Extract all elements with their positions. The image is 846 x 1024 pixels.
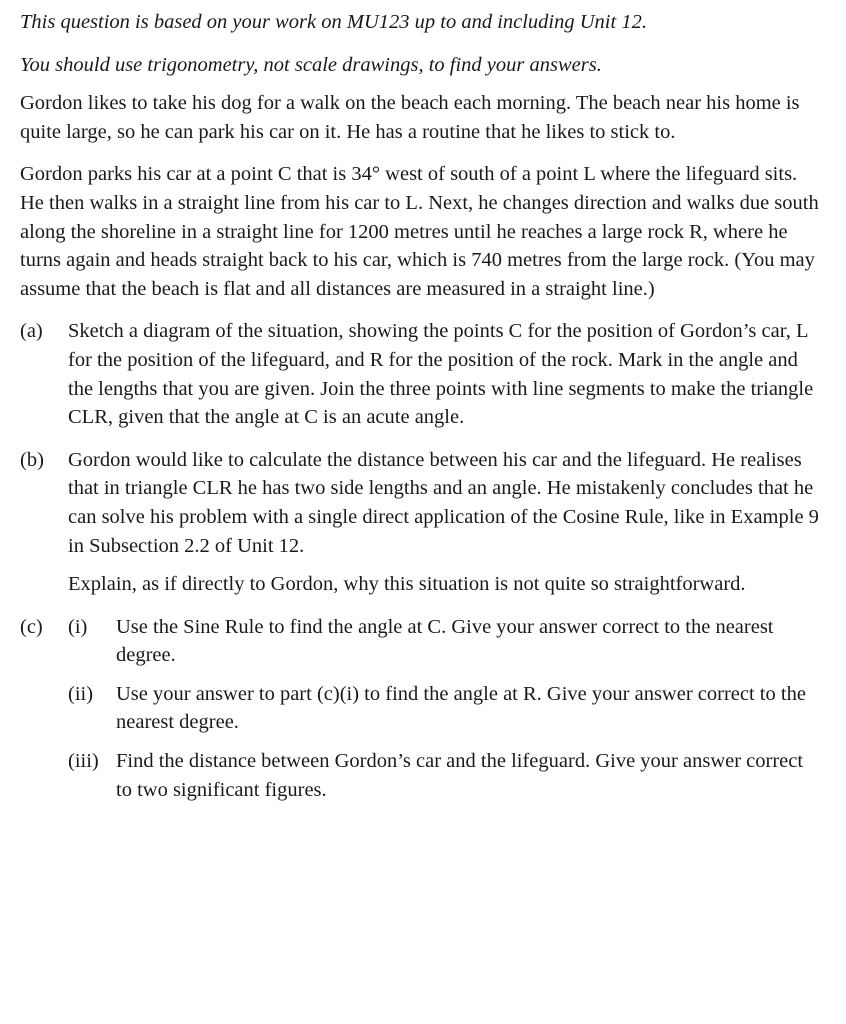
part-b-text-2: Explain, as if directly to Gordon, why this situation is not quite so straightforward. [68,573,746,596]
intro-line-1: This question is based on your work on MU123 up to and including Unit 12. [20,11,647,33]
part-c-i-text: Use the Sine Rule to find the angle at C. Give your answer correct to the nearest degree. [116,615,774,667]
part-c-ii [68,680,820,737]
part-c-i-label: (i) [68,615,88,638]
part-c [20,613,820,815]
part-a [20,317,820,431]
part-c-iii-label: (iii) [68,750,99,773]
part-b [20,446,820,599]
question-page [20,8,820,828]
part-c-ii-label: (ii) [68,682,94,705]
part-a-text: Sketch a diagram of the situation, showing the points C for the position of Gordon’s car, L for the position of the lifeguard, and R for the position of the rock. Mark in the angle and the lengths that you are given. Join the three points with line segments to make the triangle CLR, given that the angle at C is an acute angle. [68,320,814,429]
part-a-label: (a) [20,320,43,343]
part-c-iii-text: Find the distance between Gordon’s car and the lifeguard. Give your answer correct to two significant figures. [116,750,804,801]
part-c-iii [68,747,820,804]
intro-line-2: You should use trigonometry, not scale drawings, to find your answers. [20,53,602,76]
part-c-label: (c) [20,615,43,638]
part-b-text-1: Gordon would like to calculate the distance between his car and the lifeguard. He realises that in triangle CLR he has two side lengths and an angle. He mistakenly concludes that he can solve his problem with a single direct application of the Cosine Rule, like in Example 9 in Subsection 2.2 of Unit 12. [68,448,819,557]
part-b-label: (b) [20,448,44,471]
paragraph-scenario: Gordon parks his car at a point C that is 34° west of south of a point L where the lifeguard sits. He then walks in a straight line from his car to L. Next, he changes direction and walks due south along the shoreline in a straight line for 1200 metres until he reaches a large rock R, where he turns again and heads straight back to his car, which is 740 metres from the large rock. (You may assume that the beach is flat and all distances are measured in a straight line.) [20,163,819,300]
part-c-ii-text: Use your answer to part (c)(i) to find the angle at R. Give your answer correct to the nearest degree. [116,682,806,734]
paragraph-routine: Gordon likes to take his dog for a walk on the beach each morning. The beach near his home is quite large, so he can park his car on it. He has a routine that he likes to stick to. [20,92,800,143]
part-c-i [68,613,820,670]
